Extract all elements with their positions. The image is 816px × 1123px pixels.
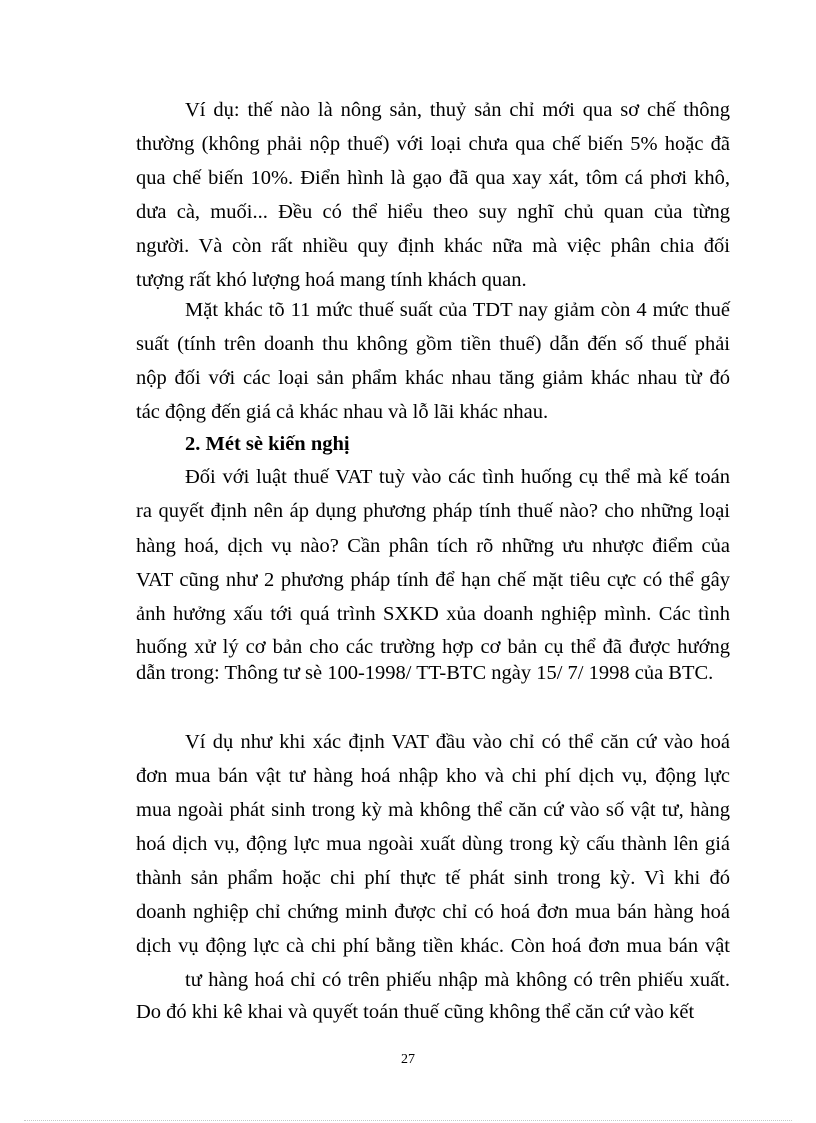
paragraph-line: Mặt khác tõ 11 mức thuế suất của TDT nay giảm còn 4 mức thuế [185,299,730,321]
page-bottom-divider [24,1120,792,1121]
paragraph-line: dịch vụ động lực cà chi phí bằng tiền khác. Còn hoá đơn mua bán vật [136,935,730,957]
section-heading: 2. Mét sè kiến nghị [185,433,350,455]
paragraph-line: Do đó khi kê khai và quyết toán thuế cũng không thể căn cứ vào kết [136,1001,695,1023]
paragraph-line: suất (tính trên doanh thu không gồm tiền thuế) dẫn đến số thuế phải [136,333,730,355]
paragraph-line: doanh nghiệp chỉ chứng minh được chỉ có hoá đơn mua bán hàng hoá [136,901,730,923]
paragraph-line: ra quyết định nên áp dụng phương pháp tính thuế nào? cho những loại [136,500,730,522]
paragraph-line: tư hàng hoá chỉ có trên phiếu nhập mà không có trên phiếu xuất. [185,969,730,991]
paragraph-line: Ví dụ như khi xác định VAT đầu vào chỉ có thể căn cứ vào hoá [185,731,730,753]
paragraph-line: hoá dịch vụ, động lực mua ngoài xuất dùng trong kỳ cấu thành lên giá [136,833,730,855]
paragraph-line: người. Và còn rất nhiều quy định khác nữa mà việc phân chia đối [136,235,730,257]
paragraph-line: dẫn trong: Thông tư sè 100-1998/ TT-BTC ngày 15/ 7/ 1998 của BTC. [136,662,714,684]
paragraph-line: Đối với luật thuế VAT tuỳ vào các tình huống cụ thể mà kế toán [185,466,730,488]
paragraph-line: nộp đối với các loại sản phẩm khác nhau tăng giảm khác nhau từ đó [136,367,730,389]
paragraph-line: tác động đến giá cả khác nhau và lỗ lãi khác nhau. [136,401,549,423]
paragraph-line: ảnh hưởng xấu tới quá trình SXKD xủa doanh nghiệp mình. Các tình [136,603,730,625]
paragraph-line: VAT cũng như 2 phương pháp tính để hạn chế mặt tiêu cực có thể gây [136,569,730,591]
page-number: 27 [401,1052,415,1067]
paragraph-line: dưa cà, muối... Đều có thể hiểu theo suy nghĩ chủ quan của từng [136,201,730,223]
paragraph-line: tượng rất khó lượng hoá mang tính khách quan. [136,269,527,291]
paragraph-line: mua ngoài phát sinh trong kỳ mà không thể căn cứ vào số vật tư, hàng [136,799,730,821]
paragraph-line: qua chế biến 10%. Điển hình là gạo đã qua xay xát, tôm cá phơi khô, [136,167,730,189]
paragraph-line: Ví dụ: thế nào là nông sản, thuỷ sản chỉ mới qua sơ chế thông [185,99,730,121]
paragraph-line: đơn mua bán vật tư hàng hoá nhập kho và chi phí dịch vụ, động lực [136,765,730,787]
paragraph-line: huống xử lý cơ bản cho các trường hợp cơ bản cụ thể đã được hướng [136,636,730,658]
paragraph-line: thường (không phải nộp thuế) với loại chưa qua chế biến 5% hoặc đã [136,133,730,155]
paragraph-line: thành sản phẩm hoặc chi phí thực tế phát sinh trong kỳ. Vì khi đó [136,867,730,889]
paragraph-line: hàng hoá, dịch vụ nào? Cần phân tích rõ những ưu nhược điểm của [136,535,730,557]
